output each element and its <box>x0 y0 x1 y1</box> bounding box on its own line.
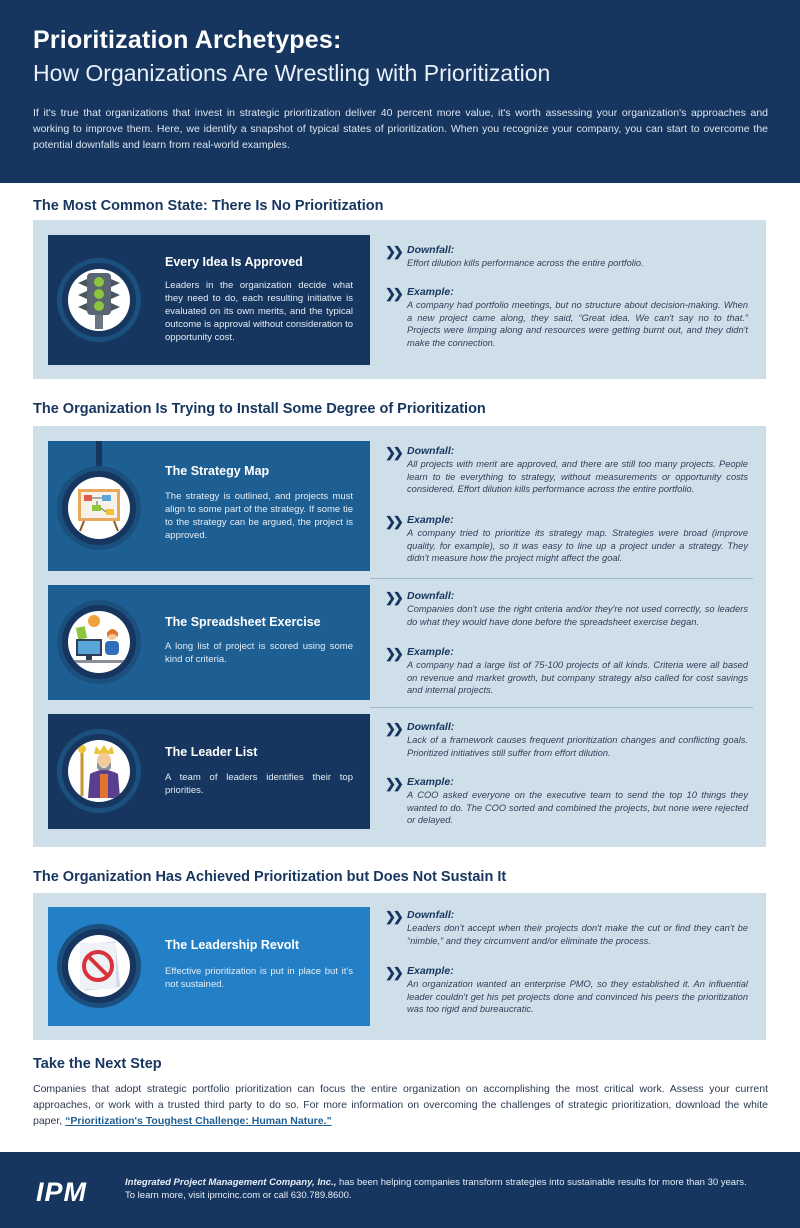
example-text: A company had a large list of 75-100 projects of all kinds. Criteria were all based on revenue and market growth, but company strategy also called for cost savings and internal projects. <box>407 660 748 696</box>
archetype-card-strategy-map <box>48 441 370 571</box>
person-at-computer-icon <box>68 611 130 673</box>
chevron-right-icon: ❯❯ <box>385 721 401 736</box>
archetype-description: Leaders in the organization decide what they need to do, each resulting initiative is evaluated on its own merits, and the typical outcome is approval without consideration to opportunity cost. <box>165 280 353 343</box>
archetype-title: The Leader List <box>165 745 258 759</box>
downfall-label: Downfall: <box>407 244 455 256</box>
downfall-label: Downfall: <box>407 590 455 602</box>
king-icon <box>68 740 130 802</box>
panel-no-prioritization <box>33 220 766 379</box>
example-label: Example: <box>407 646 454 658</box>
archetype-details <box>385 721 748 831</box>
page-title: Prioritization Archetypes: <box>33 26 342 54</box>
archetype-badge <box>57 466 141 550</box>
archetype-title: The Spreadsheet Exercise <box>165 615 321 629</box>
prohibited-sign-icon <box>68 935 130 997</box>
strategy-board-icon <box>68 477 130 539</box>
archetype-description: Effective prioritization is put in place but it's not sustained. <box>165 966 353 990</box>
archetype-title: Every Idea Is Approved <box>165 255 303 269</box>
ipm-logo: IPM <box>36 1177 88 1207</box>
header-banner <box>0 0 800 183</box>
panel-not-sustained <box>33 893 766 1040</box>
section-title-not-sustained: The Organization Has Achieved Prioritization but Does Not Sustain It <box>33 869 507 885</box>
next-step-text: Companies that adopt strategic portfolio prioritization can focus the entire organization on accomplishing the most critical work. Assess your current approaches, or work with a trusted third party to do so. For more information on overcoming the challenges of strategic prioritization, download the white paper, <box>33 1083 768 1127</box>
intro-paragraph: If it's true that organizations that invest in strategic prioritization deliver 40 percent more value, it's worth assessing your organization's approaches and working to improve them. Here, we identify a snapshot of typical states of prioritization. When you recognize your company, you can start to overcome the potential downfalls and learn from real-world examples. <box>33 107 768 151</box>
archetype-badge <box>57 924 141 1008</box>
archetype-card-spreadsheet <box>48 585 370 700</box>
example-text: A company tried to prioritize its strategy map. Strategies were broad (improve quality, for example), so it was easy to line up a project under a strategy. They didn't measure how the project might affect the goal. <box>407 528 748 564</box>
archetype-badge <box>57 600 141 684</box>
downfall-text: All projects with merit are approved, and there are still too many projects. People learn to tie everything to strategy, without measurements or opportunity costs considered. Effort dilution kills performance across the entire portfolio. <box>407 459 748 495</box>
divider <box>370 578 753 579</box>
page-subtitle: How Organizations Are Wrestling with Prioritization <box>33 60 551 86</box>
archetype-details <box>385 244 748 364</box>
archetype-description: A long list of project is scored using some kind of criteria. <box>165 641 353 665</box>
downfall-text: Lack of a framework causes frequent prioritization changes and conflicting goals. Prioritized initiatives still suffer from effort dilution. <box>407 735 748 758</box>
archetype-description: A team of leaders identifies their top priorities. <box>165 772 353 796</box>
company-blurb: has been helping companies transform strategies into sustainable results for more than 30 years. <box>336 1177 747 1188</box>
footer <box>0 1152 800 1228</box>
downfall-text: Companies don't use the right criteria and/or they're not used correctly, so leaders do what they would have done before the spreadsheet exercise began. <box>407 604 748 627</box>
example-label: Example: <box>407 514 454 526</box>
contact-info: To learn more, visit ipmcinc.com or call 630.789.8600. <box>125 1190 352 1201</box>
chevron-right-icon: ❯❯ <box>385 445 401 460</box>
chevron-right-icon: ❯❯ <box>385 244 401 259</box>
example-text: An organization wanted an enterprise PMO, so they established it. An influential leader couldn't get his pet projects done and convinced his peers the prioritization was too rigid and bureaucratic. <box>407 979 748 1015</box>
section-title-trying-prioritization: The Organization Is Trying to Install Some Degree of Prioritization <box>33 401 486 417</box>
example-label: Example: <box>407 776 454 788</box>
archetype-details <box>385 590 748 700</box>
downfall-label: Downfall: <box>407 721 455 733</box>
downfall-text: Leaders don't accept when their projects don't make the cut or find they can't be “nimble,” and they circumvent and/or eliminate the process. <box>407 923 748 946</box>
next-step-title: Take the Next Step <box>33 1056 162 1072</box>
badge-ribbon <box>96 441 102 469</box>
downfall-label: Downfall: <box>407 909 455 921</box>
archetype-badge <box>57 258 141 342</box>
archetype-badge <box>57 729 141 813</box>
archetype-title: The Strategy Map <box>165 464 270 478</box>
example-text: A company had portfolio meetings, but no structure about decision-making. When a new project came along, they said, “Great idea. We can't say no to that.” Projects were limping along and resources were getting burnt out, and they didn't make the connection. <box>407 300 748 348</box>
example-text: A COO asked everyone on the executive team to send the top 10 things they wanted to do. The COO sorted and combined the projects, but none were rejected or delayed. <box>407 790 748 826</box>
chevron-right-icon: ❯❯ <box>385 514 401 529</box>
panel-trying-prioritization <box>33 426 766 847</box>
archetype-title: The Leadership Revolt <box>165 938 300 952</box>
company-name: Integrated Project Management Company, Inc., <box>125 1177 337 1188</box>
archetype-card-every-idea <box>48 235 370 365</box>
chevron-right-icon: ❯❯ <box>385 909 401 924</box>
downfall-label: Downfall: <box>407 445 455 457</box>
archetype-details <box>385 445 748 575</box>
archetype-details <box>385 909 748 1029</box>
chevron-right-icon: ❯❯ <box>385 965 401 980</box>
archetype-card-leader-list <box>48 714 370 829</box>
footer-text <box>125 1176 775 1202</box>
archetype-card-leadership-revolt <box>48 907 370 1026</box>
traffic-light-icon <box>68 269 130 331</box>
example-label: Example: <box>407 286 454 298</box>
chevron-right-icon: ❯❯ <box>385 286 401 301</box>
next-step-body <box>33 1081 768 1129</box>
chevron-right-icon: ❯❯ <box>385 776 401 791</box>
downfall-text: Effort dilution kills performance across the entire portfolio. <box>407 258 644 268</box>
chevron-right-icon: ❯❯ <box>385 590 401 605</box>
archetype-description: The strategy is outlined, and projects must align to some part of the strategy. If some tie to the strategy can be argued, the project is approved. <box>165 491 353 541</box>
example-label: Example: <box>407 965 454 977</box>
chevron-right-icon: ❯❯ <box>385 646 401 661</box>
section-title-no-prioritization: The Most Common State: There Is No Prioritization <box>33 198 384 214</box>
divider <box>370 707 753 708</box>
white-paper-link[interactable]: “Prioritization's Toughest Challenge: Human Nature.” <box>65 1115 332 1127</box>
